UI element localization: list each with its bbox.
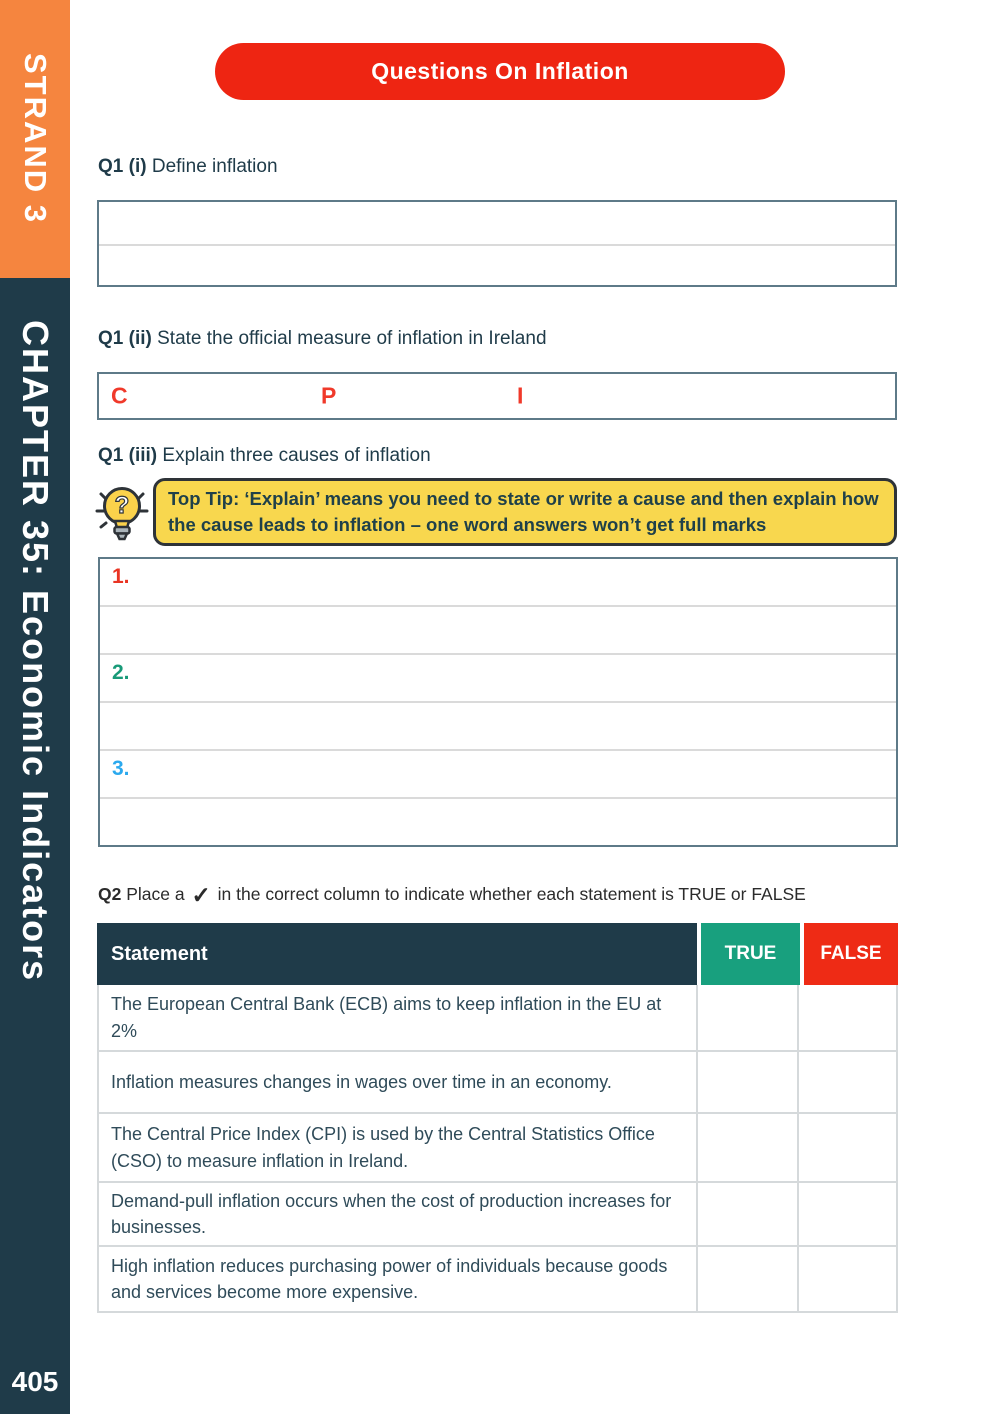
sidebar-strand [0,0,70,278]
cause-line-2b[interactable] [100,703,896,751]
question-q1ii-label [98,328,547,350]
cause-line-2[interactable] [100,655,896,703]
table-header-row [97,923,898,985]
top-tip-text: Top Tip: ‘Explain’ means you need to state or write a cause and then explain how the cause leads to inflation – one word answers won’t get full marks [168,488,879,535]
question-number: Q1 (i) [98,156,147,177]
causes-answer-box [98,557,898,847]
cause-line-3b[interactable] [100,799,896,845]
answer-letter-i: I [517,382,524,409]
page-number: 405 [11,1366,59,1397]
statement-cell: Inflation measures changes in wages over time in an economy. [99,1052,698,1112]
q1ii-answer-box[interactable] [97,372,897,420]
false-cell[interactable] [799,1052,896,1112]
table-row [99,1183,896,1247]
table-row [99,1052,896,1114]
q1i-answer-box[interactable] [97,200,897,287]
question-q2-label [98,882,806,909]
true-cell[interactable] [698,1247,799,1311]
statement-cell: Demand-pull inflation occurs when the cost of production increases for businesses. [99,1183,698,1245]
false-cell[interactable] [799,1114,896,1181]
false-cell[interactable] [799,1183,896,1245]
question-text-before: Place a [126,884,185,904]
title-banner [215,43,785,100]
question-q1iii-label [98,445,431,467]
table-body [97,985,898,1313]
strand-label: STRAND 3 [18,53,53,225]
true-false-table [97,923,898,1313]
false-cell[interactable] [799,985,896,1050]
question-text-after: in the correct column to indicate whether each statement is TRUE or FALSE [217,884,806,904]
question-q1i-label [98,156,278,178]
question-number: Q2 [98,884,122,904]
statement-cell: The European Central Bank (ECB) aims to keep inflation in the EU at 2% [99,985,698,1050]
sidebar-chapter [0,278,70,1414]
page-title: Questions On Inflation [371,58,629,84]
table-row [99,1247,896,1311]
top-tip-box [153,478,897,546]
true-cell[interactable] [698,1183,799,1245]
cause-number-3: 3. [112,757,130,780]
true-cell[interactable] [698,1114,799,1181]
question-text: Define inflation [151,156,278,177]
answer-letter-p: P [321,382,337,409]
cause-line-1b[interactable] [100,607,896,655]
true-cell[interactable] [698,1052,799,1112]
statement-cell: High inflation reduces purchasing power of individuals because goods and services become more expensive. [99,1247,698,1311]
answer-line [99,244,895,246]
cause-number-1: 1. [112,565,130,588]
cause-line-3[interactable] [100,751,896,799]
lightbulb-icon [94,480,150,544]
answer-letter-c: C [111,382,128,409]
table-row [99,985,896,1052]
header-statement: Statement [97,923,697,985]
header-true: TRUE [701,923,800,985]
question-number: Q1 (ii) [98,328,152,349]
cause-line-1[interactable] [100,559,896,607]
svg-text:?: ? [114,492,130,519]
statement-cell: The Central Price Index (CPI) is used by the Central Statistics Office (CSO) to measure inflation in Ireland. [99,1114,698,1181]
true-cell[interactable] [698,985,799,1050]
question-number: Q1 (iii) [98,445,158,466]
header-false: FALSE [804,923,898,985]
chapter-label: CHAPTER 35: Economic Indicators [15,320,56,983]
question-text: State the official measure of inflation in Ireland [157,328,547,349]
cause-number-2: 2. [112,661,130,684]
false-cell[interactable] [799,1247,896,1311]
question-text: Explain three causes of inflation [162,445,431,466]
table-row [99,1114,896,1183]
checkmark-icon: ✓ [191,882,211,908]
